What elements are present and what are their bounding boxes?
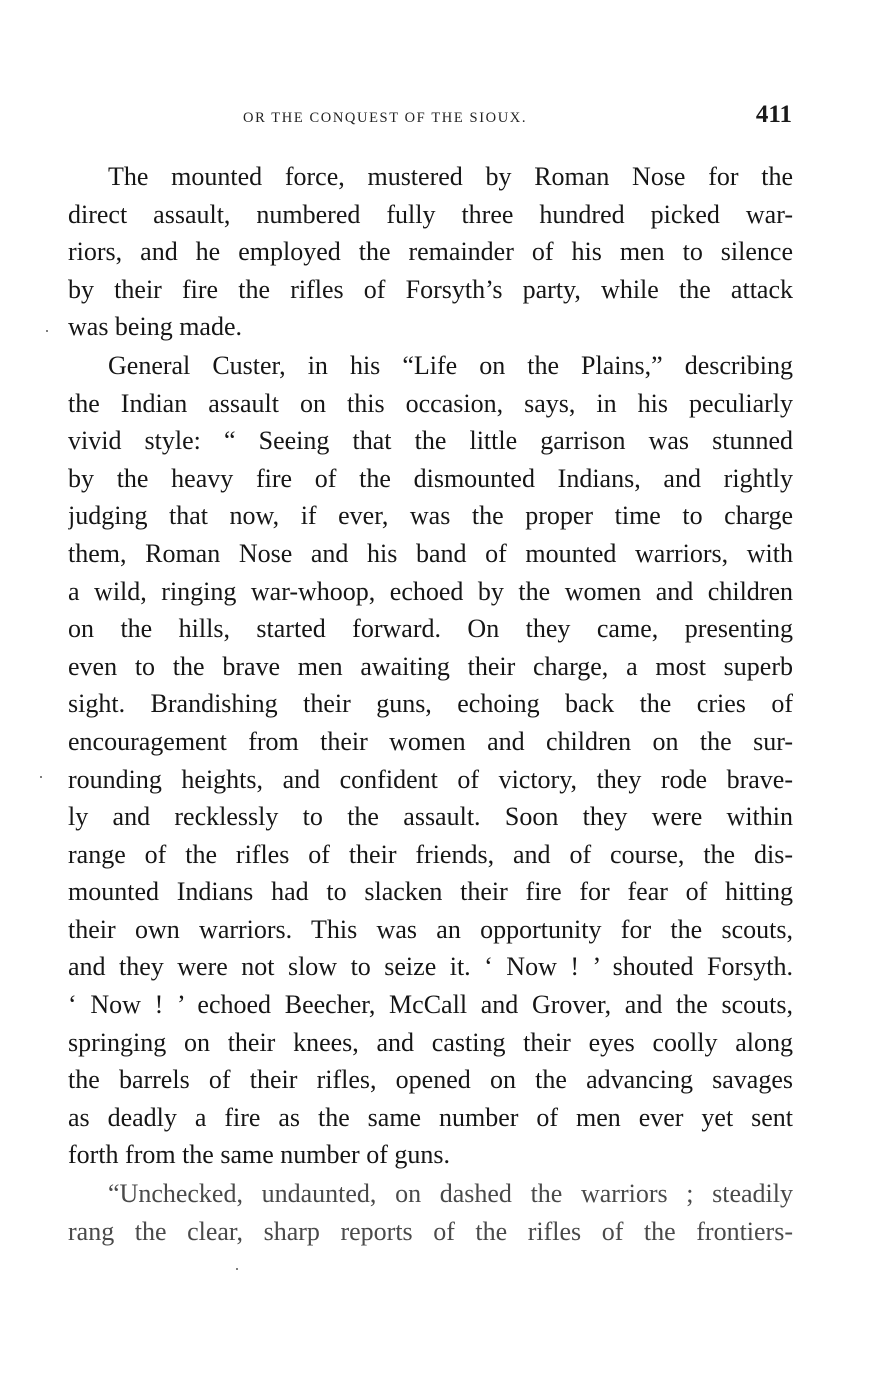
- text-line: rounding heights, and confident of victory, they rode brave-: [68, 764, 793, 794]
- running-head: OR THE CONQUEST OF THE SIOUX.: [243, 110, 528, 126]
- text-line: a wild, ringing war-whoop, echoed by the women and children: [68, 576, 793, 606]
- text-line: by their fire the rifles of Forsyth’s party, while the attack: [68, 274, 793, 304]
- text-line: sight. Brandishing their guns, echoing back the cries of: [68, 689, 793, 719]
- text-line: was being made.: [68, 312, 243, 342]
- text-line: judging that now, if ever, was the proper time to charge: [68, 501, 793, 531]
- text-line: vivid style: “ Seeing that the little garrison was stunned: [68, 426, 793, 456]
- text-line: them, Roman Nose and his band of mounted warriors, with: [68, 538, 793, 568]
- ink-speck: [46, 330, 48, 332]
- text-line: on the hills, started forward. On they came, presenting: [68, 614, 793, 644]
- text-line: as deadly a fire as the same number of men ever yet sent: [68, 1102, 793, 1132]
- text-line: ly and recklessly to the assault. Soon they were within: [68, 802, 793, 832]
- text-line: riors, and he employed the remainder of his men to silence: [68, 237, 793, 267]
- paragraph-3: [68, 1175, 793, 1250]
- ink-speck: [236, 1268, 238, 1270]
- text-line: and they were not slow to seize it. ‘ Now ! ’ shouted Forsyth.: [68, 952, 793, 982]
- text-line: springing on their knees, and casting their eyes coolly along: [68, 1027, 793, 1057]
- text-line: their own warriors. This was an opportunity for the scouts,: [68, 914, 793, 944]
- text-line: “Unchecked, undaunted, on dashed the warriors ; steadily: [108, 1179, 793, 1209]
- text-line: direct assault, numbered fully three hundred picked war-: [68, 199, 793, 229]
- text-line: the Indian assault on this occasion, says, in his peculiarly: [68, 388, 793, 418]
- text-line: forth from the same number of guns.: [68, 1140, 450, 1170]
- text-line: range of the rifles of their friends, and of course, the dis-: [68, 839, 793, 869]
- paragraph-1: [68, 158, 793, 346]
- page-number: 411: [755, 101, 792, 128]
- text-line: encouragement from their women and children on the sur-: [68, 726, 793, 756]
- body-text: [68, 158, 793, 1250]
- text-line: General Custer, in his “Life on the Plains,” describing: [108, 350, 793, 380]
- paragraph-2: [68, 347, 793, 1174]
- text-line: mounted Indians had to slacken their fire for fear of hitting: [68, 877, 793, 907]
- text-line: the barrels of their rifles, opened on the advancing savages: [68, 1065, 793, 1095]
- text-line: by the heavy fire of the dismounted Indians, and rightly: [68, 463, 793, 493]
- text-line: ‘ Now ! ’ echoed Beecher, McCall and Grover, and the scouts,: [68, 990, 793, 1020]
- text-line: even to the brave men awaiting their charge, a most superb: [68, 651, 793, 681]
- ink-speck: [40, 776, 42, 778]
- text-line: rang the clear, sharp reports of the rifles of the frontiers-: [68, 1216, 793, 1246]
- text-line: The mounted force, mustered by Roman Nose for the: [108, 162, 793, 191]
